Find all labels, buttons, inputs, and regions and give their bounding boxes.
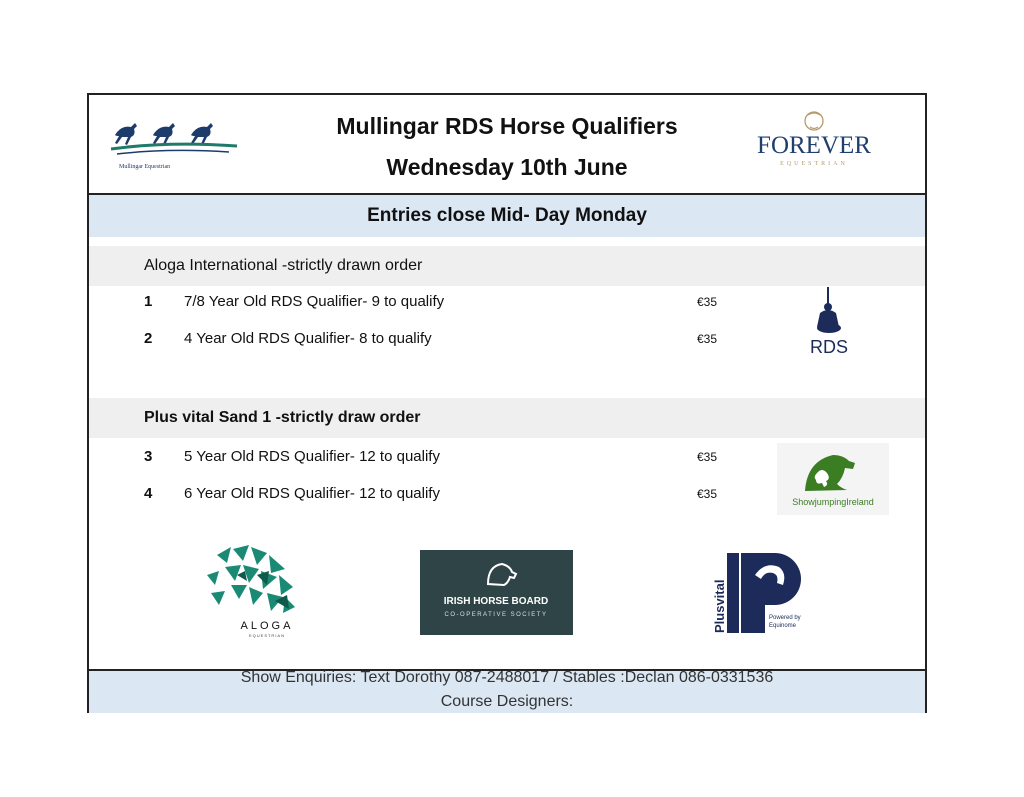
class-price: €35	[697, 332, 718, 346]
section-title: Aloga International -strictly drawn order	[144, 257, 423, 274]
class-number: 1	[144, 293, 153, 310]
class-number: 4	[144, 485, 153, 502]
aloga-logo-subtext: EQUESTRIAN	[248, 633, 286, 638]
sji-logo-text: ShowjumpingIreland	[792, 497, 874, 507]
ihb-logo-text: IRISH HORSE BOARD	[443, 596, 549, 607]
plusvital-logo-text: Plusvital	[712, 579, 727, 633]
qualifier-poster	[87, 93, 927, 713]
page-title: Mullingar RDS Horse Qualifiers	[336, 113, 678, 139]
showjumping-ireland-logo	[777, 443, 889, 515]
class-description: 7/8 Year Old RDS Qualifier- 9 to qualify	[184, 293, 445, 310]
plusvital-logo	[711, 547, 809, 639]
section-title: Plus vital Sand 1 -strictly draw order	[144, 409, 421, 426]
forever-logo-subtext: EQUESTRIAN	[780, 161, 848, 167]
forever-logo-text: FOREVER	[757, 132, 871, 159]
aloga-equestrian-logo	[197, 535, 309, 643]
event-date: Wednesday 10th June	[386, 154, 628, 180]
class-description: 6 Year Old RDS Qualifier- 12 to qualify	[184, 485, 440, 502]
class-description: 5 Year Old RDS Qualifier- 12 to qualify	[184, 448, 440, 465]
plusvital-sub2: Equinome	[769, 623, 797, 629]
class-row	[89, 293, 925, 317]
entries-notice: Entries close Mid- Day Monday	[89, 195, 925, 237]
aloga-logo-text: ALOGA	[240, 620, 294, 632]
poster-header	[89, 95, 925, 195]
forever-equestrian-logo	[754, 107, 874, 177]
class-row	[89, 330, 925, 354]
class-price: €35	[697, 295, 718, 309]
ihb-logo-subtext: CO-OPERATIVE SOCIETY	[444, 612, 548, 618]
class-number: 2	[144, 330, 153, 347]
rds-logo-text: RDS	[809, 337, 849, 357]
class-description: 4 Year Old RDS Qualifier- 8 to qualify	[184, 330, 432, 347]
mullingar-logo-text: Mullingar Equestrian	[119, 164, 171, 170]
class-number: 3	[144, 448, 153, 465]
section-plus-vital-sand	[89, 398, 925, 438]
rds-logo	[804, 285, 854, 360]
class-price: €35	[697, 487, 718, 501]
class-price: €35	[697, 450, 718, 464]
irish-horse-board-logo	[420, 550, 573, 635]
course-designers: Course Designers:	[440, 693, 574, 710]
poster-footer	[89, 669, 925, 713]
section-aloga-international	[89, 246, 925, 286]
plusvital-sub1: Powered by	[769, 615, 801, 621]
show-enquiries: Show Enquiries: Text Dorothy 087-2488017 / Stables :Declan 086-0331536	[240, 669, 774, 686]
